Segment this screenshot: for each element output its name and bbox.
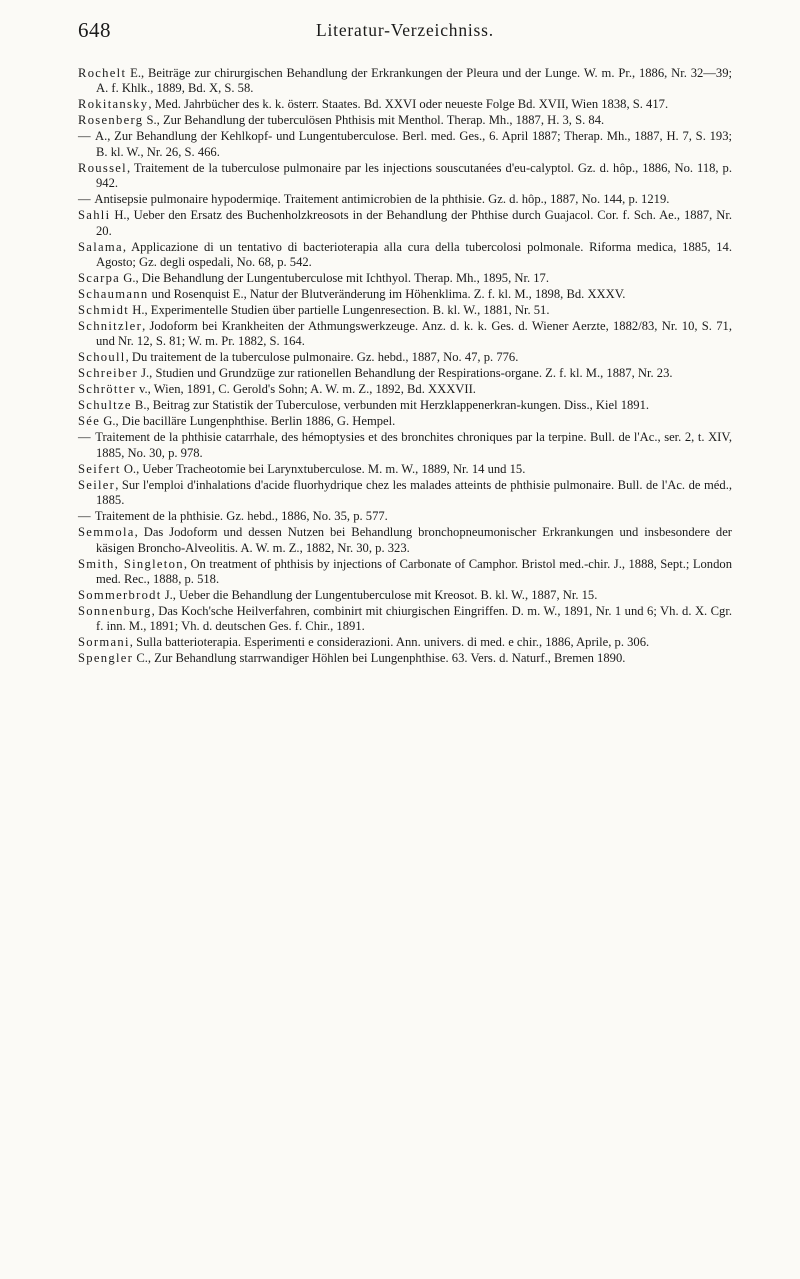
reference-entry	[78, 398, 732, 413]
reference-author: Sée	[78, 414, 101, 429]
reference-author: —	[78, 509, 92, 524]
reference-entry	[78, 66, 732, 97]
reference-author: Schmidt	[78, 303, 130, 318]
reference-entry	[78, 350, 732, 365]
reference-text: v., Wien, 1891, C. Gerold's Sohn; A. W. m. Z., 1892, Bd. XXXVII.	[135, 382, 476, 397]
reference-author: Sommerbrodt	[78, 588, 162, 603]
reference-text: J., Ueber die Behandlung der Lungentuberculose mit Kreosot. B. kl. W., 1887, Nr. 15.	[161, 588, 598, 603]
reference-author: Scarpa	[78, 271, 121, 286]
reference-author: Schaumann	[78, 287, 149, 302]
reference-text: G., Die bacilläre Lungenphthise. Berlin 1886, G. Hempel.	[100, 414, 396, 429]
reference-text: Traitement de la phthisie. Gz. hebd., 1886, No. 35, p. 577.	[91, 509, 388, 524]
reference-text: und Rosenquist E., Natur der Blutveränderung im Höhenklima. Z. f. kl. M., 1898, Bd. XXXV.	[148, 287, 626, 302]
reference-author: Schnitzler	[78, 319, 143, 334]
reference-entry	[78, 509, 732, 524]
page-number: 648	[78, 18, 111, 42]
reference-text: , Sulla batterioterapia. Esperimenti e considerazioni. Ann. univers. di med. e chir., 1886, Aprile, p. 306.	[129, 635, 650, 650]
reference-entry	[78, 588, 732, 603]
reference-entry	[78, 604, 732, 635]
reference-text: H., Ueber den Ersatz des Buchenholzkreosots in der Behandlung der Phthise durch Guajacol. Cor. f. Sch. Ae., 1887, Nr. 20.	[96, 208, 732, 238]
reference-author: Schrötter	[78, 382, 136, 397]
reference-entry	[78, 113, 732, 128]
reference-entry	[78, 271, 732, 286]
reference-author: Salama	[78, 239, 123, 254]
reference-text: G., Die Behandlung der Lungentuberculose mit Ichthyol. Therap. Mh., 1895, Nr. 17.	[120, 271, 549, 286]
reference-author: Sonnenburg	[78, 604, 152, 619]
reference-entry	[78, 129, 732, 160]
reference-author: Seiler	[78, 477, 116, 492]
reference-entry	[78, 478, 732, 509]
reference-entry	[78, 462, 732, 477]
reference-text: , Applicazione di un tentativo di bacterioterapia alla cura della tubercolosi polmonale. Riforma medica, 1885, 14. Agosto; Gz. degli ospedali, No. 68, p. 542.	[96, 239, 732, 270]
reference-text: E., Beiträge zur chirurgischen Behandlung der Erkrankungen der Pleura und der Lunge. W. m. Pr., 1886, Nr. 32—39; A. f. Khlk., 1889, Bd. X, S. 58.	[96, 66, 732, 96]
reference-entry	[78, 319, 732, 350]
reference-text: C., Zur Behandlung starrwandiger Höhlen bei Lungenphthise. 63. Vers. d. Naturf., Bremen 1890.	[133, 651, 626, 666]
reference-entry	[78, 240, 732, 271]
reference-entry	[78, 366, 732, 381]
reference-text: O., Ueber Tracheotomie bei Larynxtuberculose. M. m. W., 1889, Nr. 14 und 15.	[120, 461, 526, 476]
reference-entry	[78, 161, 732, 192]
reference-text: J., Studien und Grundzüge zur rationellen Behandlung der Respirations-organe. Z. f. kl. M., 1887, Nr. 23.	[137, 366, 673, 381]
reference-entry	[78, 287, 732, 302]
reference-author: Schreiber	[78, 366, 138, 381]
reference-entry	[78, 382, 732, 397]
reference-author: Sormani	[78, 635, 130, 650]
reference-author: Spengler	[78, 651, 134, 666]
reference-author: Schultze	[78, 398, 132, 413]
reference-author: —	[78, 192, 92, 207]
reference-text: H., Experimentelle Studien über partielle Lungenresection. B. kl. W., 1881, Nr. 51.	[129, 303, 550, 318]
running-title: Literatur-Verzeichniss.	[316, 20, 494, 40]
reference-text: , Jodoform bei Krankheiten der Athmungswerkzeuge. Anz. d. k. k. Ges. d. Wiener Aerzte, 1882/83, Nr. 10, S. 71, und Nr. 12, S. 81; W. m. Pr. 1882, S. 164.	[96, 319, 732, 349]
reference-entry	[78, 414, 732, 429]
reference-entry	[78, 303, 732, 318]
page-header	[78, 18, 732, 48]
reference-text: B., Beitrag zur Statistik der Tuberculose, verbunden mit Herzklappenerkran-kungen. Diss., Kiel 1891.	[131, 398, 650, 413]
reference-text: , Du traitement de la tuberculose pulmonaire. Gz. hebd., 1887, No. 47, p. 776.	[125, 350, 519, 365]
reference-author: —	[78, 430, 92, 445]
reference-text: Traitement de la phthisie catarrhale, des hémoptysies et des bronchites chroniques par la terpine. Bull. de l'Ac., ser. 2, t. XIV, 1885, No. 30, p. 978.	[91, 430, 732, 460]
reference-entry	[78, 430, 732, 461]
reference-author: Semmola	[78, 525, 135, 540]
reference-entry	[78, 635, 732, 650]
reference-entry	[78, 557, 732, 588]
reference-text: S., Zur Behandlung der tuberculösen Phthisis mit Menthol. Therap. Mh., 1887, H. 3, S. 84.	[143, 113, 605, 128]
reference-author: Rochelt	[78, 66, 127, 80]
reference-author: Rosenberg	[78, 113, 144, 128]
reference-entry	[78, 651, 732, 666]
reference-text: , Das Jodoform und dessen Nutzen bei Behandlung bronchopneumonischer Erkrankungen und insbesondere der käsigen Broncho-Alveolitis. A. W. m. Z., 1882, Nr. 30, p. 323.	[96, 525, 732, 555]
reference-text: Antisepsie pulmonaire hypodermiqe. Traitement antimicrobien de la phthisie. Gz. d. hôp., 1887, No. 144, p. 1219.	[91, 192, 670, 207]
reference-entry	[78, 525, 732, 556]
reference-list	[78, 66, 732, 667]
reference-entry	[78, 97, 732, 112]
reference-text: , Traitement de la tuberculose pulmonaire par les injections souscutanées d'eu-calyptol. Gz. d. hôp., 1886, No. 118, p. 942.	[96, 160, 732, 191]
reference-text: , Med. Jahrbücher des k. k. österr. Staates. Bd. XXVI oder neueste Folge Bd. XVII, Wien 1838, S. 417.	[148, 97, 669, 112]
reference-text: , On treatment of phthisis by injections of Carbonate of Camphor. Bristol med.-chir. J., 1888, Sept.; London med. Rec., 1888, p. 518.	[96, 556, 732, 587]
reference-text: , Das Koch'sche Heilverfahren, combinirt mit chiurgischen Eingriffen. D. m. W., 1891, Nr. 1 und 6; Vh. d. X. Cgr. f. inn. M., 1891; Vh. d. deutschen Ges. f. Chir., 1891.	[96, 604, 732, 634]
reference-author: Seifert	[78, 461, 121, 476]
reference-author: Rokitansky	[78, 97, 149, 112]
reference-entry	[78, 208, 732, 239]
reference-author: Sahli	[78, 208, 111, 223]
reference-author: Schoull	[78, 350, 126, 365]
reference-text: A., Zur Behandlung der Kehlkopf- und Lungentuberculose. Berl. med. Ges., 6. April 1887; Therap. Mh., 1887, H. 7, S. 193; B. kl. W., Nr. 26, S. 466.	[91, 129, 732, 159]
reference-author: Smith, Singleton	[78, 556, 184, 571]
reference-text: , Sur l'emploi d'inhalations d'acide fluorhydrique chez les malades atteints de phthisie pulmonaire. Bull. de l'Ac. de méd., 1885.	[96, 477, 732, 508]
reference-author: —	[78, 129, 92, 144]
reference-author: Roussel	[78, 160, 127, 175]
reference-entry	[78, 192, 732, 207]
